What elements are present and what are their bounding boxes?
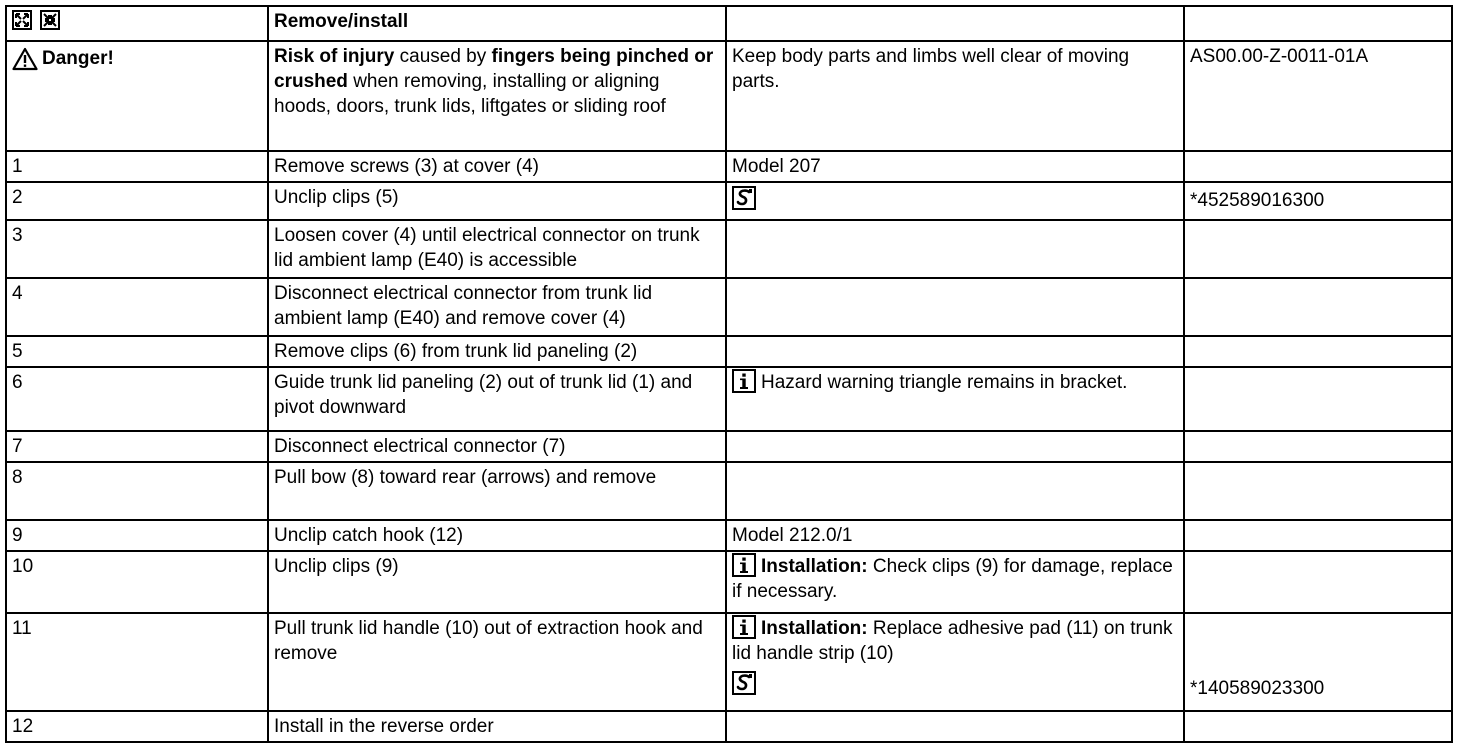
step-note bbox=[726, 220, 1184, 278]
step-number: 9 bbox=[6, 520, 268, 551]
step-ref bbox=[1184, 431, 1452, 462]
header-empty-3 bbox=[726, 6, 1184, 41]
step-note: Model 212.0/1 bbox=[726, 520, 1184, 551]
step-number: 3 bbox=[6, 220, 268, 278]
step-row bbox=[6, 462, 1452, 520]
info-icon bbox=[732, 615, 756, 639]
step-note-cell bbox=[726, 613, 1184, 711]
step-note: Hazard warning triangle remains in bracket. bbox=[761, 372, 1128, 393]
step-note: Replace adhesive pad (11) on trunk lid handle strip (10) bbox=[732, 618, 1178, 664]
expand-icon[interactable] bbox=[12, 10, 32, 30]
step-number: 2 bbox=[6, 182, 268, 220]
danger-label-cell bbox=[6, 41, 268, 151]
step-row bbox=[6, 431, 1452, 462]
step-ref bbox=[1184, 551, 1452, 613]
step-note bbox=[726, 278, 1184, 336]
step-number: 12 bbox=[6, 711, 268, 742]
step-row bbox=[6, 220, 1452, 278]
risk-text-1: caused by bbox=[394, 46, 492, 67]
step-ref bbox=[1184, 151, 1452, 182]
step-ref bbox=[1184, 336, 1452, 367]
step-row bbox=[6, 711, 1452, 742]
step-note: Check clips (9) for damage, replace if necessary. bbox=[732, 556, 1179, 602]
step-text: Remove screws (3) at cover (4) bbox=[268, 151, 726, 182]
step-note bbox=[726, 462, 1184, 520]
step-text: Loosen cover (4) until electrical connector on trunk lid ambient lamp (E40) is accessible bbox=[268, 220, 726, 278]
step-row bbox=[6, 551, 1452, 613]
step-number: 5 bbox=[6, 336, 268, 367]
step-text: Install in the reverse order bbox=[268, 711, 726, 742]
step-ref bbox=[1184, 462, 1452, 520]
risk-bold-1: Risk of injury bbox=[274, 46, 395, 67]
step-ref bbox=[1184, 711, 1452, 742]
step-text: Unclip clips (9) bbox=[268, 551, 726, 613]
step-row bbox=[6, 336, 1452, 367]
installation-label: Installation: bbox=[761, 618, 868, 639]
header-empty-4 bbox=[1184, 6, 1452, 41]
step-note bbox=[726, 336, 1184, 367]
step-text: Disconnect electrical connector from trunk lid ambient lamp (E40) and remove cover (4) bbox=[268, 278, 726, 336]
danger-risk-cell bbox=[268, 41, 726, 151]
step-text: Remove clips (6) from trunk lid paneling (2) bbox=[268, 336, 726, 367]
step-ref bbox=[1184, 367, 1452, 431]
header-title: Remove/install bbox=[268, 6, 726, 41]
step-row bbox=[6, 151, 1452, 182]
step-number: 11 bbox=[6, 613, 268, 711]
step-row bbox=[6, 613, 1452, 711]
header-row bbox=[6, 6, 1452, 41]
step-number: 6 bbox=[6, 367, 268, 431]
info-icon bbox=[732, 553, 756, 577]
step-number: 7 bbox=[6, 431, 268, 462]
risk-text-2: when removing, installing or aligning hoods, doors, trunk lids, liftgates or sliding roof bbox=[274, 71, 666, 117]
step-row bbox=[6, 367, 1452, 431]
step-text: Disconnect electrical connector (7) bbox=[268, 431, 726, 462]
danger-row bbox=[6, 41, 1452, 151]
step-ref-cell bbox=[1184, 613, 1452, 711]
step-note-cell bbox=[726, 182, 1184, 220]
header-icons-cell bbox=[6, 6, 268, 41]
step-number: 8 bbox=[6, 462, 268, 520]
step-row bbox=[6, 182, 1452, 220]
info-icon bbox=[732, 369, 756, 393]
step-note: Model 207 bbox=[726, 151, 1184, 182]
step-row bbox=[6, 278, 1452, 336]
step-ref: *140589023300 bbox=[1190, 678, 1325, 699]
installation-label: Installation: bbox=[761, 556, 868, 577]
risk-bold-2: fingers being pinched or crushed bbox=[274, 46, 714, 92]
procedure-sheet bbox=[5, 5, 1453, 743]
step-text: Unclip catch hook (12) bbox=[268, 520, 726, 551]
special-tool-icon[interactable] bbox=[732, 671, 756, 695]
step-note bbox=[726, 711, 1184, 742]
warning-triangle-icon bbox=[12, 47, 38, 71]
step-note-cell bbox=[726, 551, 1184, 613]
step-text: Pull bow (8) toward rear (arrows) and remove bbox=[268, 462, 726, 520]
step-note bbox=[726, 431, 1184, 462]
step-number: 1 bbox=[6, 151, 268, 182]
step-ref bbox=[1184, 520, 1452, 551]
collapse-icon[interactable] bbox=[40, 10, 60, 30]
danger-code: AS00.00-Z-0011-01A bbox=[1184, 41, 1452, 151]
special-tool-icon[interactable] bbox=[732, 186, 756, 210]
step-text: Guide trunk lid paneling (2) out of trunk lid (1) and pivot downward bbox=[268, 367, 726, 431]
danger-label: Danger! bbox=[42, 48, 114, 69]
procedure-table bbox=[5, 5, 1453, 743]
step-ref: *452589016300 bbox=[1184, 182, 1452, 220]
danger-measure: Keep body parts and limbs well clear of moving parts. bbox=[726, 41, 1184, 151]
step-ref bbox=[1184, 278, 1452, 336]
step-number: 4 bbox=[6, 278, 268, 336]
step-text: Unclip clips (5) bbox=[268, 182, 726, 220]
step-row bbox=[6, 520, 1452, 551]
step-note-cell bbox=[726, 367, 1184, 431]
step-ref bbox=[1184, 220, 1452, 278]
step-text: Pull trunk lid handle (10) out of extraction hook and remove bbox=[268, 613, 726, 711]
step-number: 10 bbox=[6, 551, 268, 613]
